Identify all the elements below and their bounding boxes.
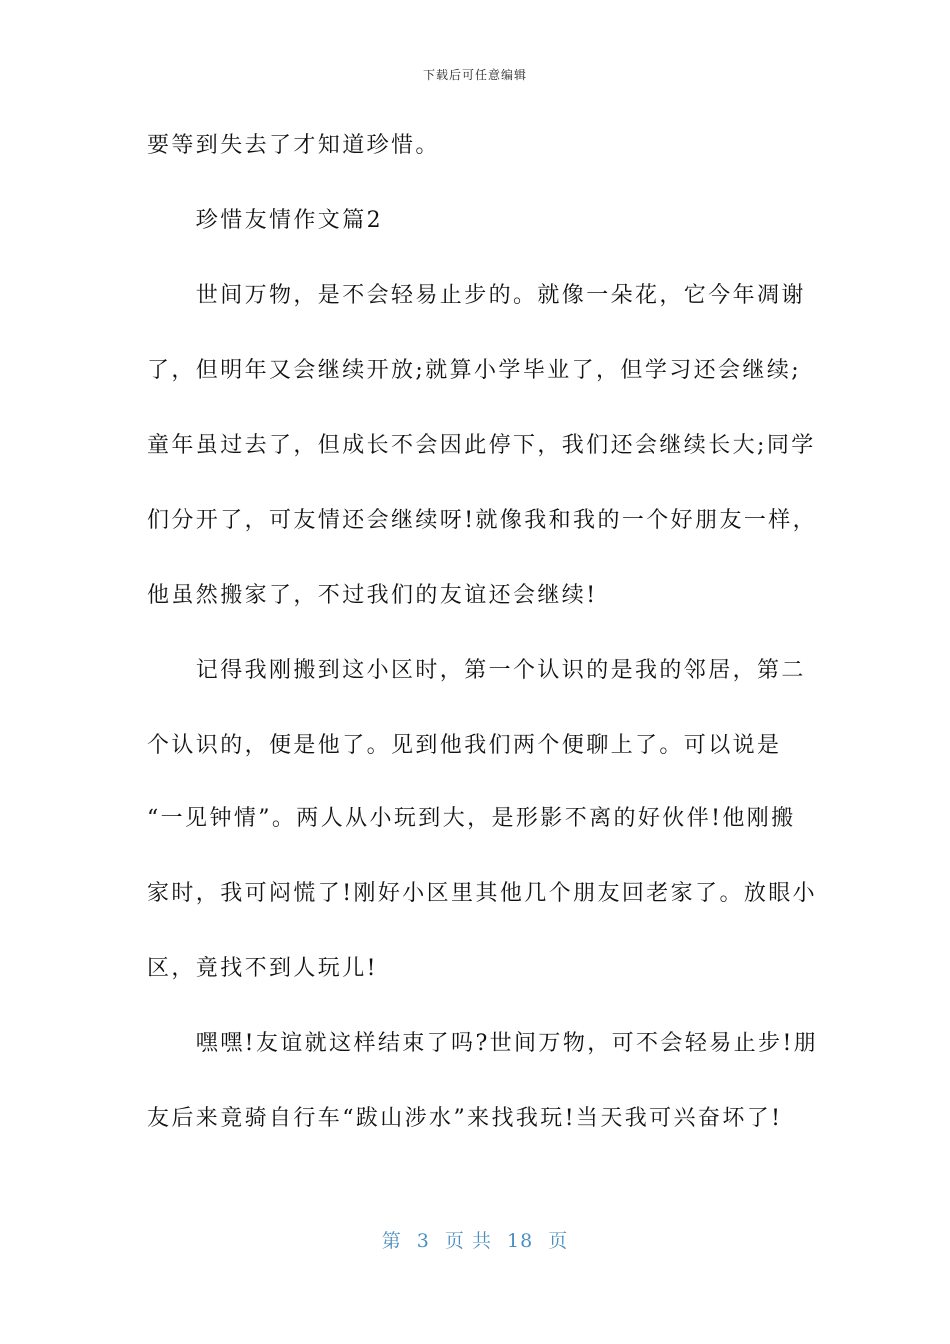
footer-page-number: 3 xyxy=(416,1230,430,1252)
text-line: 个认识的，便是他了。见到他我们两个便聊上了。可以说是 xyxy=(147,733,782,758)
text-line: 区，竟找不到人玩儿! xyxy=(147,956,378,981)
text-line: 记得我刚搬到这小区时，第一个认识的是我的邻居，第二 xyxy=(147,658,806,683)
footer-total-pages: 18 xyxy=(507,1230,534,1252)
text-line: 他虽然搬家了，不过我们的友谊还会继续! xyxy=(147,583,598,608)
text-line: 友后来竟骑自行车“跋山涉水”来找我玩!当天我可兴奋坏了! xyxy=(147,1106,783,1131)
section-heading: 珍惜友情作文篇2 xyxy=(147,208,383,233)
footer-middle: 页 共 xyxy=(444,1230,492,1252)
text-line: 童年虽过去了，但成长不会因此停下，我们还会继续长大;同学 xyxy=(147,433,816,458)
text-line: 了，但明年又会继续开放;就算小学毕业了，但学习还会继续; xyxy=(147,358,802,383)
text-line: 世间万物，是不会轻易止步的。就像一朵花，它今年凋谢 xyxy=(147,283,806,308)
page-header: 下载后可任意编辑 xyxy=(422,68,527,82)
footer-suffix: 页 xyxy=(548,1230,569,1252)
text-line: “一见钟情”。两人从小玩到大，是形影不离的好伙伴!他刚搬 xyxy=(147,806,796,831)
footer-prefix: 第 xyxy=(381,1230,402,1252)
page-footer xyxy=(0,1226,950,1253)
text-line: 嘿嘿!友谊就这样结束了吗?世间万物，可不会轻易止步!朋 xyxy=(147,1031,819,1056)
text-line: 要等到失去了才知道珍惜。 xyxy=(147,133,440,158)
text-line: 们分开了，可友情还会继续呀!就像我和我的一个好朋友一样， xyxy=(147,508,818,533)
text-line: 家时，我可闷慌了!刚好小区里其他几个朋友回老家了。放眼小 xyxy=(147,881,818,906)
